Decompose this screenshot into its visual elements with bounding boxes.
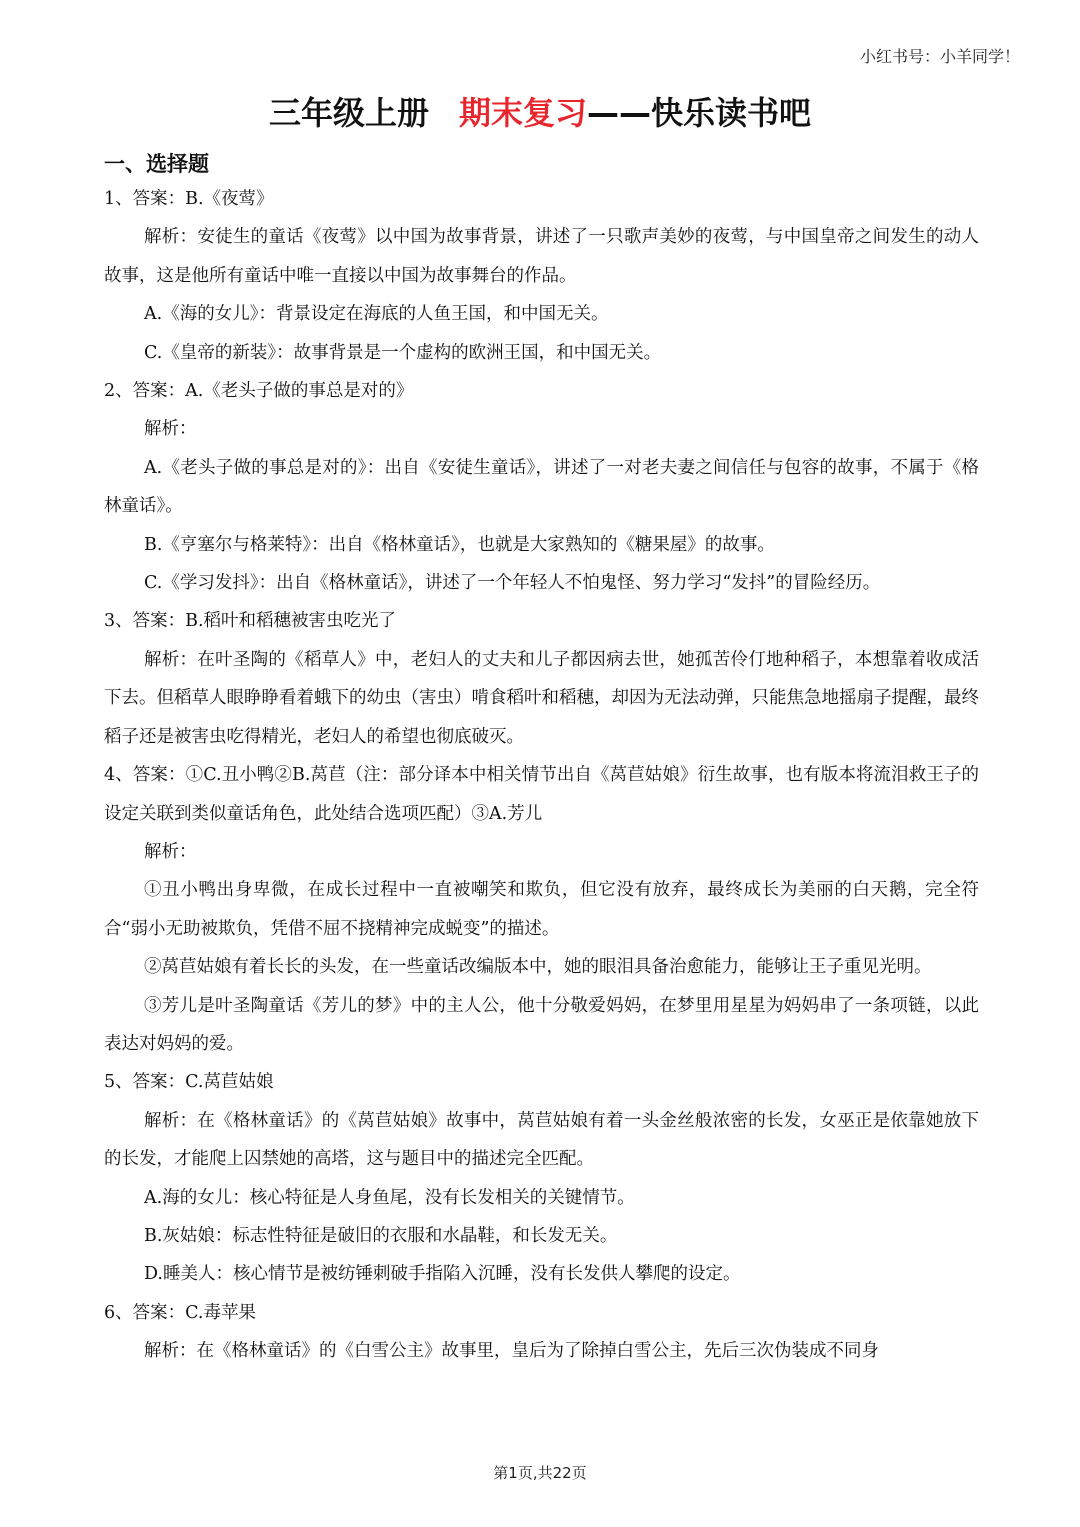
paragraph: 2、答案：A.《老头子做的事总是对的》 xyxy=(104,381,414,402)
paragraph: 解析：在叶圣陶的《稻草人》中，老妇人的丈夫和儿子都因病去世，她孤苦伶仃地种稻子，本想靠着收成活下去。但稻草人眼睁睁看着蛾下的幼虫（害虫）啃食稻叶和稻穗，却因为无法动弹，只能焦急地摇扇子提醒，最终稻子还是被害虫吃得精光，老妇人的希望也彻底破灭。 xyxy=(104,649,979,747)
paragraph: ②莴苣姑娘有着长长的头发，在一些童话改编版本中，她的眼泪具备治愈能力，能够让王子重见光明。 xyxy=(144,957,932,978)
paragraph: 4、答案：①C.丑小鸭②B.莴苣（注：部分译本中相关情节出自《莴苣姑娘》衍生故事，也有版本将流泪救王子的设定关联到类似童话角色，此处结合选项匹配）③A.芳儿 xyxy=(104,765,979,824)
page-title xyxy=(0,88,1080,134)
paragraph: 3、答案：B.稻叶和稻穗被害虫吃光了 xyxy=(104,611,397,632)
paragraph: 解析：在《格林童话》的《白雪公主》故事里，皇后为了除掉白雪公主，先后三次伪装成不同身 xyxy=(144,1341,879,1362)
paragraph: C.《学习发抖》：出自《格林童话》，讲述了一个年轻人不怕鬼怪、努力学习“发抖”的冒险经历。 xyxy=(144,573,881,594)
paragraph: B.灰姑娘：标志性特征是破旧的衣服和水晶鞋，和长发无关。 xyxy=(144,1225,618,1246)
paragraph: ③芳儿是叶圣陶童话《芳儿的梦》中的主人公，他十分敬爱妈妈，在梦里用星星为妈妈串了一条项链，以此表达对妈妈的爱。 xyxy=(104,995,979,1054)
title-topic: ——快乐读书吧 xyxy=(587,94,812,132)
paragraph: C.《皇帝的新装》：故事背景是一个虚构的欧洲王国，和中国无关。 xyxy=(144,342,662,363)
paragraph: A.《海的女儿》：背景设定在海底的人鱼王国，和中国无关。 xyxy=(144,304,609,325)
title-grade: 三年级上册 xyxy=(268,94,429,132)
watermark: 小红书号：小羊同学！ xyxy=(859,47,1020,66)
paragraph: B.《亨塞尔与格莱特》：出自《格林童话》，也就是大家熟知的《糖果屋》的故事。 xyxy=(144,534,775,555)
page-number: 第1页,共22页 xyxy=(493,1464,587,1482)
paragraph: 解析：在《格林童话》的《莴苣姑娘》故事中，莴苣姑娘有着一头金丝般浓密的长发，女巫正是依靠她放下的长发，才能爬上囚禁她的高塔，这与题目中的描述完全匹配。 xyxy=(104,1110,979,1170)
paragraph: 1、答案：B.《夜莺》 xyxy=(104,189,274,209)
paragraph: ①丑小鸭出身卑微，在成长过程中一直被嘲笑和欺负，但它没有放弃，最终成长为美丽的白天鹅，完全符合“弱小无助被欺负，凭借不屈不挠精神完成蜕变”的描述。 xyxy=(104,880,979,939)
paragraph: A.《老头子做的事总是对的》：出自《安徒生童话》，讲述了一对老夫妻之间信任与包容的故事，不属于《格林童话》。 xyxy=(104,457,979,517)
title-review: 期末复习 xyxy=(458,94,587,132)
paragraph: 5、答案：C.莴苣姑娘 xyxy=(104,1072,274,1093)
paragraph: 解析：安徒生的童话《夜莺》以中国为故事背景，讲述了一只歌声美妙的夜莺，与中国皇帝之间发生的动人故事，这是他所有童话中唯一直接以中国为故事舞台的作品。 xyxy=(104,227,979,286)
section-heading: 一、选择题 xyxy=(104,152,209,176)
paragraph: 6、答案：C.毒苹果 xyxy=(104,1302,256,1323)
paragraph: D.睡美人：核心情节是被纺锤刺破手指陷入沉睡，没有长发供人攀爬的设定。 xyxy=(144,1264,741,1285)
paragraph: 解析： xyxy=(144,419,197,440)
paragraph: A.海的女儿：核心特征是人身鱼尾，没有长发相关的关键情节。 xyxy=(144,1187,635,1208)
answer-content xyxy=(104,180,979,1371)
paragraph: 解析： xyxy=(144,841,197,862)
